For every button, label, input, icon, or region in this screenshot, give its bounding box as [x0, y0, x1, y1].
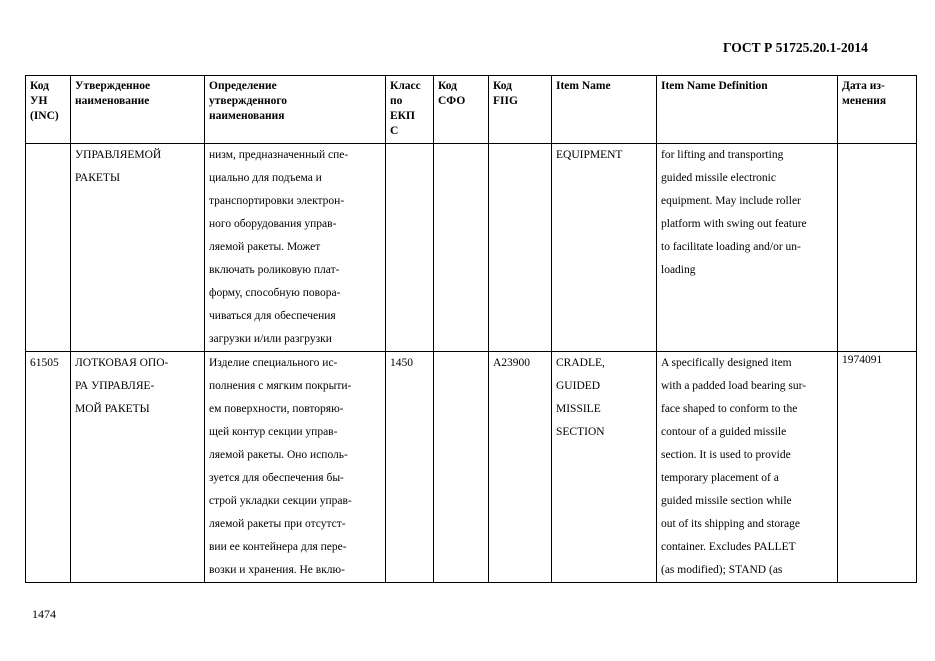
table-row: [26, 144, 917, 352]
cell-inc: [26, 144, 71, 352]
cell-fiig: A23900: [489, 352, 552, 583]
table-row: [26, 352, 917, 583]
cell-change-date: 1974091: [838, 352, 917, 583]
header-change-date: Дата из- менения: [838, 76, 917, 144]
header-inc: Код УН (INC): [26, 76, 71, 144]
page-number: 1474: [32, 607, 56, 621]
cell-item-name: EQUIPMENT: [552, 144, 657, 352]
cell-fiig: [489, 144, 552, 352]
cell-ekp-class: 1450: [386, 352, 434, 583]
cell-sfo: [434, 352, 489, 583]
header-sfo: Код СФО: [434, 76, 489, 144]
cell-definition: Изделие специального ис- полнения с мягким покрыти- ем поверхности, повторяю- щей контур секции управ- ляемой ракеты. Оно исполь- зуется для обеспечения бы- строй укладки секции управ- ляемой ракеты при отсутст- вии ее контейнера для пере- возки и хранения. Не вклю-: [205, 352, 386, 583]
cell-approved-name: ЛОТКОВАЯ ОПО- РА УПРАВЛЯЕ- МОЙ РАКЕТЫ: [71, 352, 205, 583]
header-item-name: Item Name: [552, 76, 657, 144]
cell-sfo: [434, 144, 489, 352]
header-definition: Определение утвержденного наименования: [205, 76, 386, 144]
cell-inc: 61505: [26, 352, 71, 583]
table-header-row: [26, 76, 917, 144]
cell-definition: низм, предназначенный спе- циально для подъема и транспортировки электрон- ного оборудования управ- ляемой ракеты. Может включать роликовую плат- форму, способную повора- чиваться для обеспечения загрузки и/или разгрузки: [205, 144, 386, 352]
header-fiig: Код FIIG: [489, 76, 552, 144]
header-item-definition: Item Name Definition: [657, 76, 838, 144]
cell-item-name: CRADLE, GUIDED MISSILE SECTION: [552, 352, 657, 583]
cell-item-definition: for lifting and transporting guided missile electronic equipment. May include roller platform with swing out feature to facilitate loading and/or un- loading: [657, 144, 838, 352]
header-ekp-class: Класс по ЕКП С: [386, 76, 434, 144]
cell-approved-name: УПРАВЛЯЕМОЙ РАКЕТЫ: [71, 144, 205, 352]
cell-change-date: [838, 144, 917, 352]
document-code: ГОСТ Р 51725.20.1-2014: [723, 40, 868, 55]
nomenclature-table: [25, 75, 917, 583]
cell-item-definition: A specifically designed item with a padded load bearing sur- face shaped to conform to the contour of a guided missile section. It is used to provide temporary placement of a guided missile section while out of its shipping and storage container. Excludes PALLET (as modified); STAND (as: [657, 352, 838, 583]
header-approved-name: Утвержденное наименование: [71, 76, 205, 144]
cell-ekp-class: [386, 144, 434, 352]
